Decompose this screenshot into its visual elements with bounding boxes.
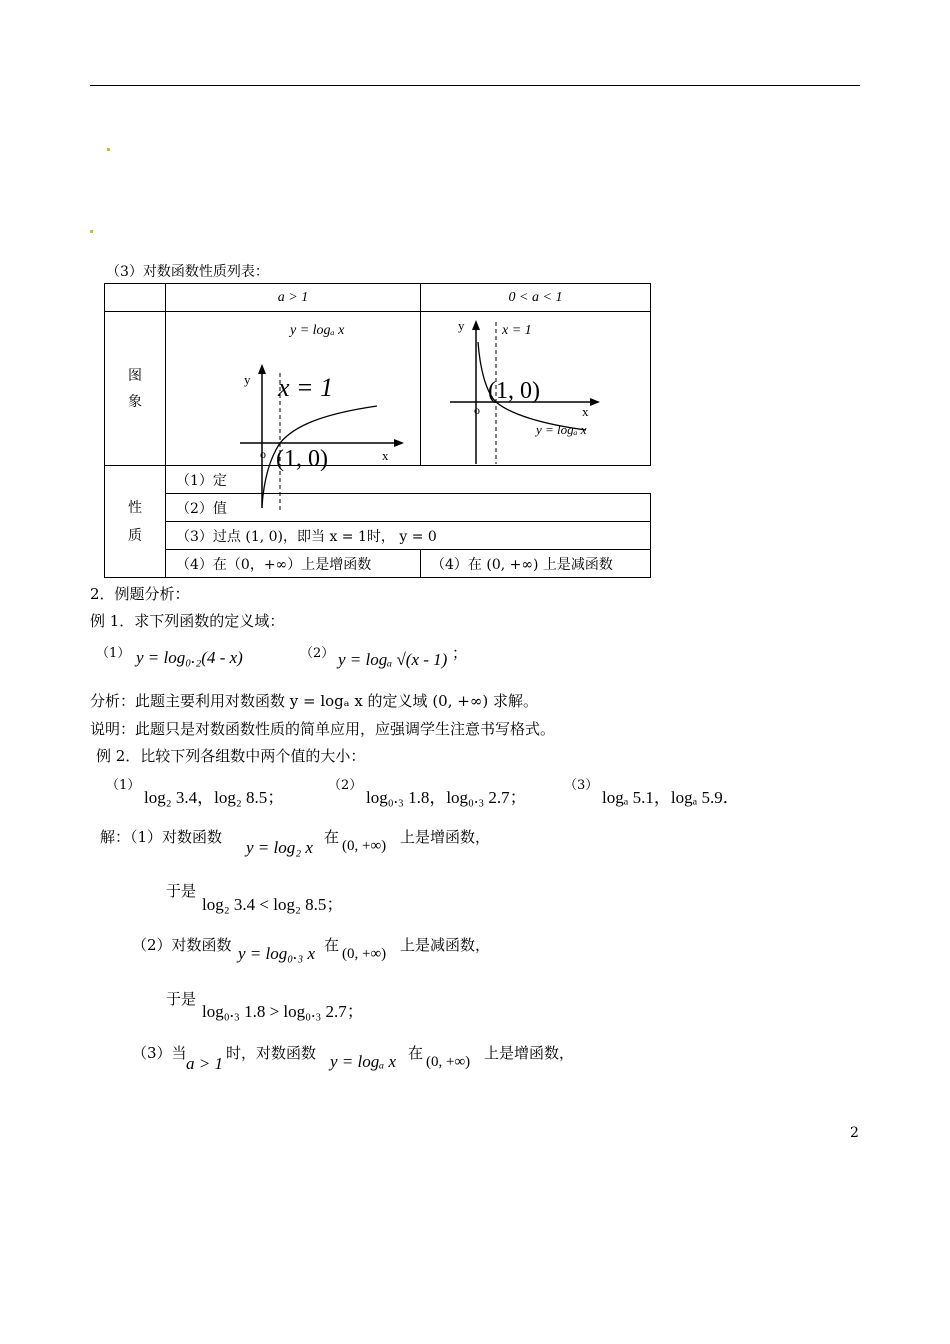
- solution3-in: 在: [408, 1044, 424, 1062]
- property-1: （1）定: [166, 466, 651, 494]
- table-intro: （3）对数函数性质列表：: [106, 264, 269, 280]
- graph-row-label: 图 象: [105, 312, 166, 466]
- graph2-x-arrow: [590, 398, 600, 406]
- example1-part2-label: （2）: [300, 646, 335, 661]
- solution2-in: 在: [324, 936, 340, 954]
- example1-part2-formula: y = logₐ √(x - 1): [338, 650, 448, 669]
- solution1-so: 于是: [166, 882, 197, 900]
- property-4-decreasing: （4）在 (0, +∞) 上是减函数: [421, 550, 651, 578]
- solution1-end: 上是增函数，: [400, 828, 491, 846]
- solution1-domain: (0, +∞): [342, 838, 387, 854]
- solution3-end: 上是增函数，: [484, 1044, 575, 1062]
- solution-label: 解：（1）对数函数: [100, 828, 223, 846]
- solution3-domain: (0, +∞): [426, 1054, 471, 1070]
- page-number: 2: [850, 1125, 859, 1141]
- graph1-x-label: x: [382, 448, 389, 463]
- solution3-mid: 时，对数函数: [226, 1044, 317, 1062]
- example1-part1-formula: y = log₀.₂(4 - x): [136, 648, 243, 667]
- analysis-text: 分析：此题主要利用对数函数 y = logₐ x 的定义域 (0, +∞) 求解。: [90, 692, 538, 710]
- section-heading: 2．例题分析：: [90, 585, 190, 603]
- example2-part3-formula: logₐ 5.1，logₐ 5.9．: [602, 788, 740, 807]
- property-3: （3）过点 (1, 0)，即当 x = 1时， y = 0: [166, 522, 651, 550]
- graph1-x-arrow: [394, 439, 404, 447]
- note-text: 说明：此题只是对数函数性质的简单应用，应强调学生注意书写格式。: [90, 720, 556, 738]
- graph1-y-arrow: [258, 364, 266, 374]
- row-mask: [400, 470, 648, 492]
- graph2-x-label: x: [582, 404, 589, 419]
- solution1-func: y = log₂ x: [246, 838, 313, 857]
- graph1-y-label: y: [244, 372, 251, 387]
- graph2-origin: o: [474, 403, 480, 417]
- example1-part2-end: ；: [452, 644, 468, 662]
- solution2-end: 上是减函数，: [400, 936, 491, 954]
- example2-part2-formula: log₀.₃ 1.8，log₀.₃ 2.7；: [366, 788, 527, 807]
- graph2-y-label: y: [458, 318, 465, 333]
- solution1-in: 在: [324, 828, 340, 846]
- stray-mark: [90, 230, 93, 233]
- corner-cell: [105, 284, 166, 312]
- graph1-asym-label: x = 1: [278, 373, 334, 402]
- property-4-increasing: （4）在（0，+∞）上是增函数: [166, 550, 421, 578]
- header-a-gt-1: a > 1: [166, 284, 421, 312]
- solution3-label: （3）当: [132, 1044, 187, 1062]
- graph1-origin: o: [260, 447, 266, 461]
- header-rule: [90, 85, 860, 86]
- graph-decreasing: [446, 314, 616, 466]
- solution1-result: log₂ 3.4 < log₂ 8.5；: [202, 895, 344, 914]
- stray-mark: [107, 148, 110, 151]
- solution3-condition: a > 1: [186, 1054, 223, 1073]
- example2-part1-formula: log₂ 3.4，log₂ 8.5；: [144, 788, 285, 807]
- graph2-y-arrow: [472, 320, 480, 330]
- graph1-point-label: (1, 0): [276, 446, 328, 472]
- graph1-func-label: y = logₐ x: [290, 323, 345, 338]
- example2-title: 例 2．比较下列各组数中两个值的大小：: [96, 747, 366, 765]
- graph2-asym-label: x = 1: [502, 323, 532, 338]
- property-row-label: 性 质: [105, 466, 166, 578]
- solution2-result: log₀.₃ 1.8 > log₀.₃ 2.7；: [202, 1002, 364, 1021]
- example2-part3-label: （3）: [564, 778, 599, 793]
- example1-part1-label: （1）: [96, 646, 131, 661]
- graph2-point-label: (1, 0): [488, 378, 540, 404]
- solution3-func: y = logₐ x: [330, 1052, 397, 1071]
- graph2-func-label: y = logₐ x: [536, 422, 587, 437]
- property-2: （2）值: [166, 494, 651, 522]
- solution2-func: y = log₀.₃ x: [238, 944, 316, 963]
- header-a-lt-1: 0 < a < 1: [421, 284, 651, 312]
- example2-part1-label: （1）: [106, 778, 141, 793]
- solution2-label: （2）对数函数: [132, 936, 232, 954]
- solution2-domain: (0, +∞): [342, 946, 387, 962]
- graph-increasing: [232, 318, 412, 518]
- example2-part2-label: （2）: [328, 778, 363, 793]
- solution2-so: 于是: [166, 990, 197, 1008]
- example1-title: 例 1．求下列函数的定义域：: [90, 612, 285, 630]
